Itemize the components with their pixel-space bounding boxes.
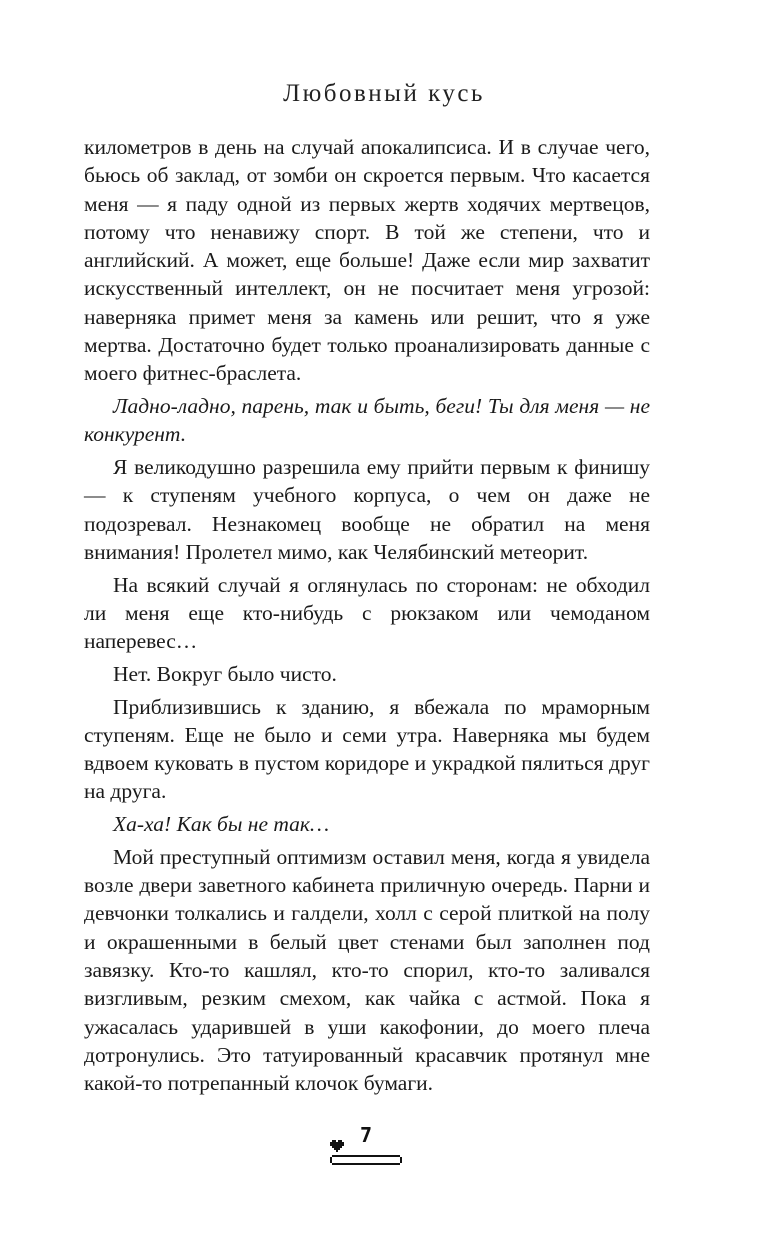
paragraph-2	[84, 392, 650, 449]
paragraph-2-italic: Ладно-ладно, парень, так и быть, беги! Ты для меня — не конкурент.	[84, 394, 650, 447]
paragraph-7-italic: Ха-ха! Как бы не так…	[113, 812, 330, 837]
paragraph-4: На всякий случай я оглянулась по сторонам: не обходил ли меня еще кто-нибудь с рюкзаком или чемоданом наперевес…	[84, 572, 650, 654]
page-number: 7	[360, 1123, 373, 1147]
body-text	[84, 133, 650, 1102]
paragraph-5: Нет. Вокруг было чисто.	[113, 661, 337, 686]
paragraph-8: Мой преступный оптимизм оставил меня, когда я увидела возле двери заветного кабинета приличную очередь. Парни и девчонки толкались и галдели, холл с серой плиткой на полу и окрашенными в белый цвет стенами был заполнен под завязку. Кто-то кашлял, кто-то спорил, кто-то заливался визгливым, резким смехом, как чайка с астмой. Пока я ужасалась ударившей в уши какофонии, до моего плеча дотронулись. Это татуированный красавчик протянул мне какой-то потрепанный клочок бумаги.	[84, 844, 650, 1096]
paragraph-6: Приблизившись к зданию, я вбежала по мраморным ступеням. Еще не было и семи утра. Наверняка мы будем вдвоем куковать в пустом коридоре и украдкой пялиться друг на друга.	[84, 694, 650, 804]
page-footer	[330, 1123, 404, 1166]
paragraph-1: километров в день на случай апокалипсиса. И в случае чего, бьюсь об заклад, от зомби он скроется первым. Что касается меня — я паду одной из первых жертв ходячих мертвецов, потому что ненавижу спорт. В той же степени, что и английский. А может, еще больше! Даже если мир захватит искусственный интеллект, он не посчитает меня угрозой: наверняка примет меня за камень или решит, что я уже мертва. Достаточно будет только проанализировать данные с моего фитнес-браслета.	[84, 135, 650, 386]
paragraph-7	[84, 810, 650, 838]
paragraph-3: Я великодушно разрешила ему прийти первым к финишу — к ступеням учебного корпуса, о чем он даже не подозревал. Незнакомец вообще не обратил на меня внимания! Пролетел мимо, как Челябинский метеорит.	[84, 455, 650, 564]
running-header: Любовный кусь	[283, 80, 485, 107]
